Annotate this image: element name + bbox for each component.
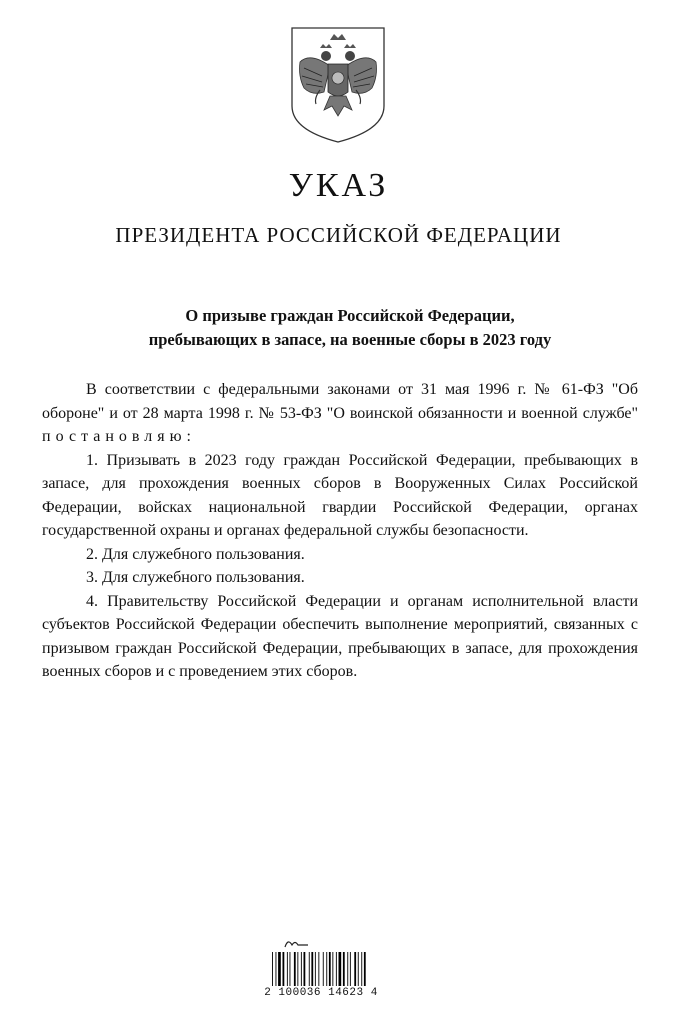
- signature-mark-icon: [282, 936, 312, 950]
- decree-heading-line1: О призыве граждан Российской Федерации,: [185, 306, 515, 325]
- russian-coat-of-arms-icon: [290, 26, 386, 144]
- intro-paragraph: [42, 378, 638, 449]
- item-1: 1. Призывать в 2023 году граждан Российской Федерации, пребывающих в запасе, для прохождения военных сборов в Вооруженных Силах Российской Федерации, войсках национальной гвардии Российской Федерации, органах государственной охраны и органах федеральной службы безопасности.: [42, 451, 638, 539]
- barcode-icon: [270, 952, 368, 986]
- document-title: УКАЗ: [288, 167, 389, 204]
- item-3: 3. Для служебного пользования.: [86, 569, 305, 586]
- decree-heading: [60, 304, 640, 352]
- decree-heading-line2: пребывающих в запасе, на военные сборы в 2023 году: [148, 330, 552, 349]
- item-2: 2. Для служебного пользования.: [86, 545, 305, 563]
- barcode-number: 2 100036 14623 4: [264, 987, 378, 999]
- document-subtitle: ПРЕЗИДЕНТА РОССИЙСКОЙ ФЕДЕРАЦИИ: [115, 223, 562, 247]
- decree-body: [42, 378, 638, 684]
- decree-word: постановляю:: [42, 428, 196, 445]
- item-4: 4. Правительству Российской Федерации и органам исполнительной власти субъектов Российской Федерации обеспечить выполнение мероприятий, связанных с призывом граждан Российской Федерации, пребывающих в запасе, для прохождения военных сборов и с проведением этих сборов.: [42, 592, 638, 680]
- intro-text: В соответствии с федеральными законами от 31 мая 1996 г. № 61-ФЗ "Об обороне" и от 28 марта 1998 г. № 53-ФЗ "О воинской обязанности и военной службе": [42, 381, 638, 422]
